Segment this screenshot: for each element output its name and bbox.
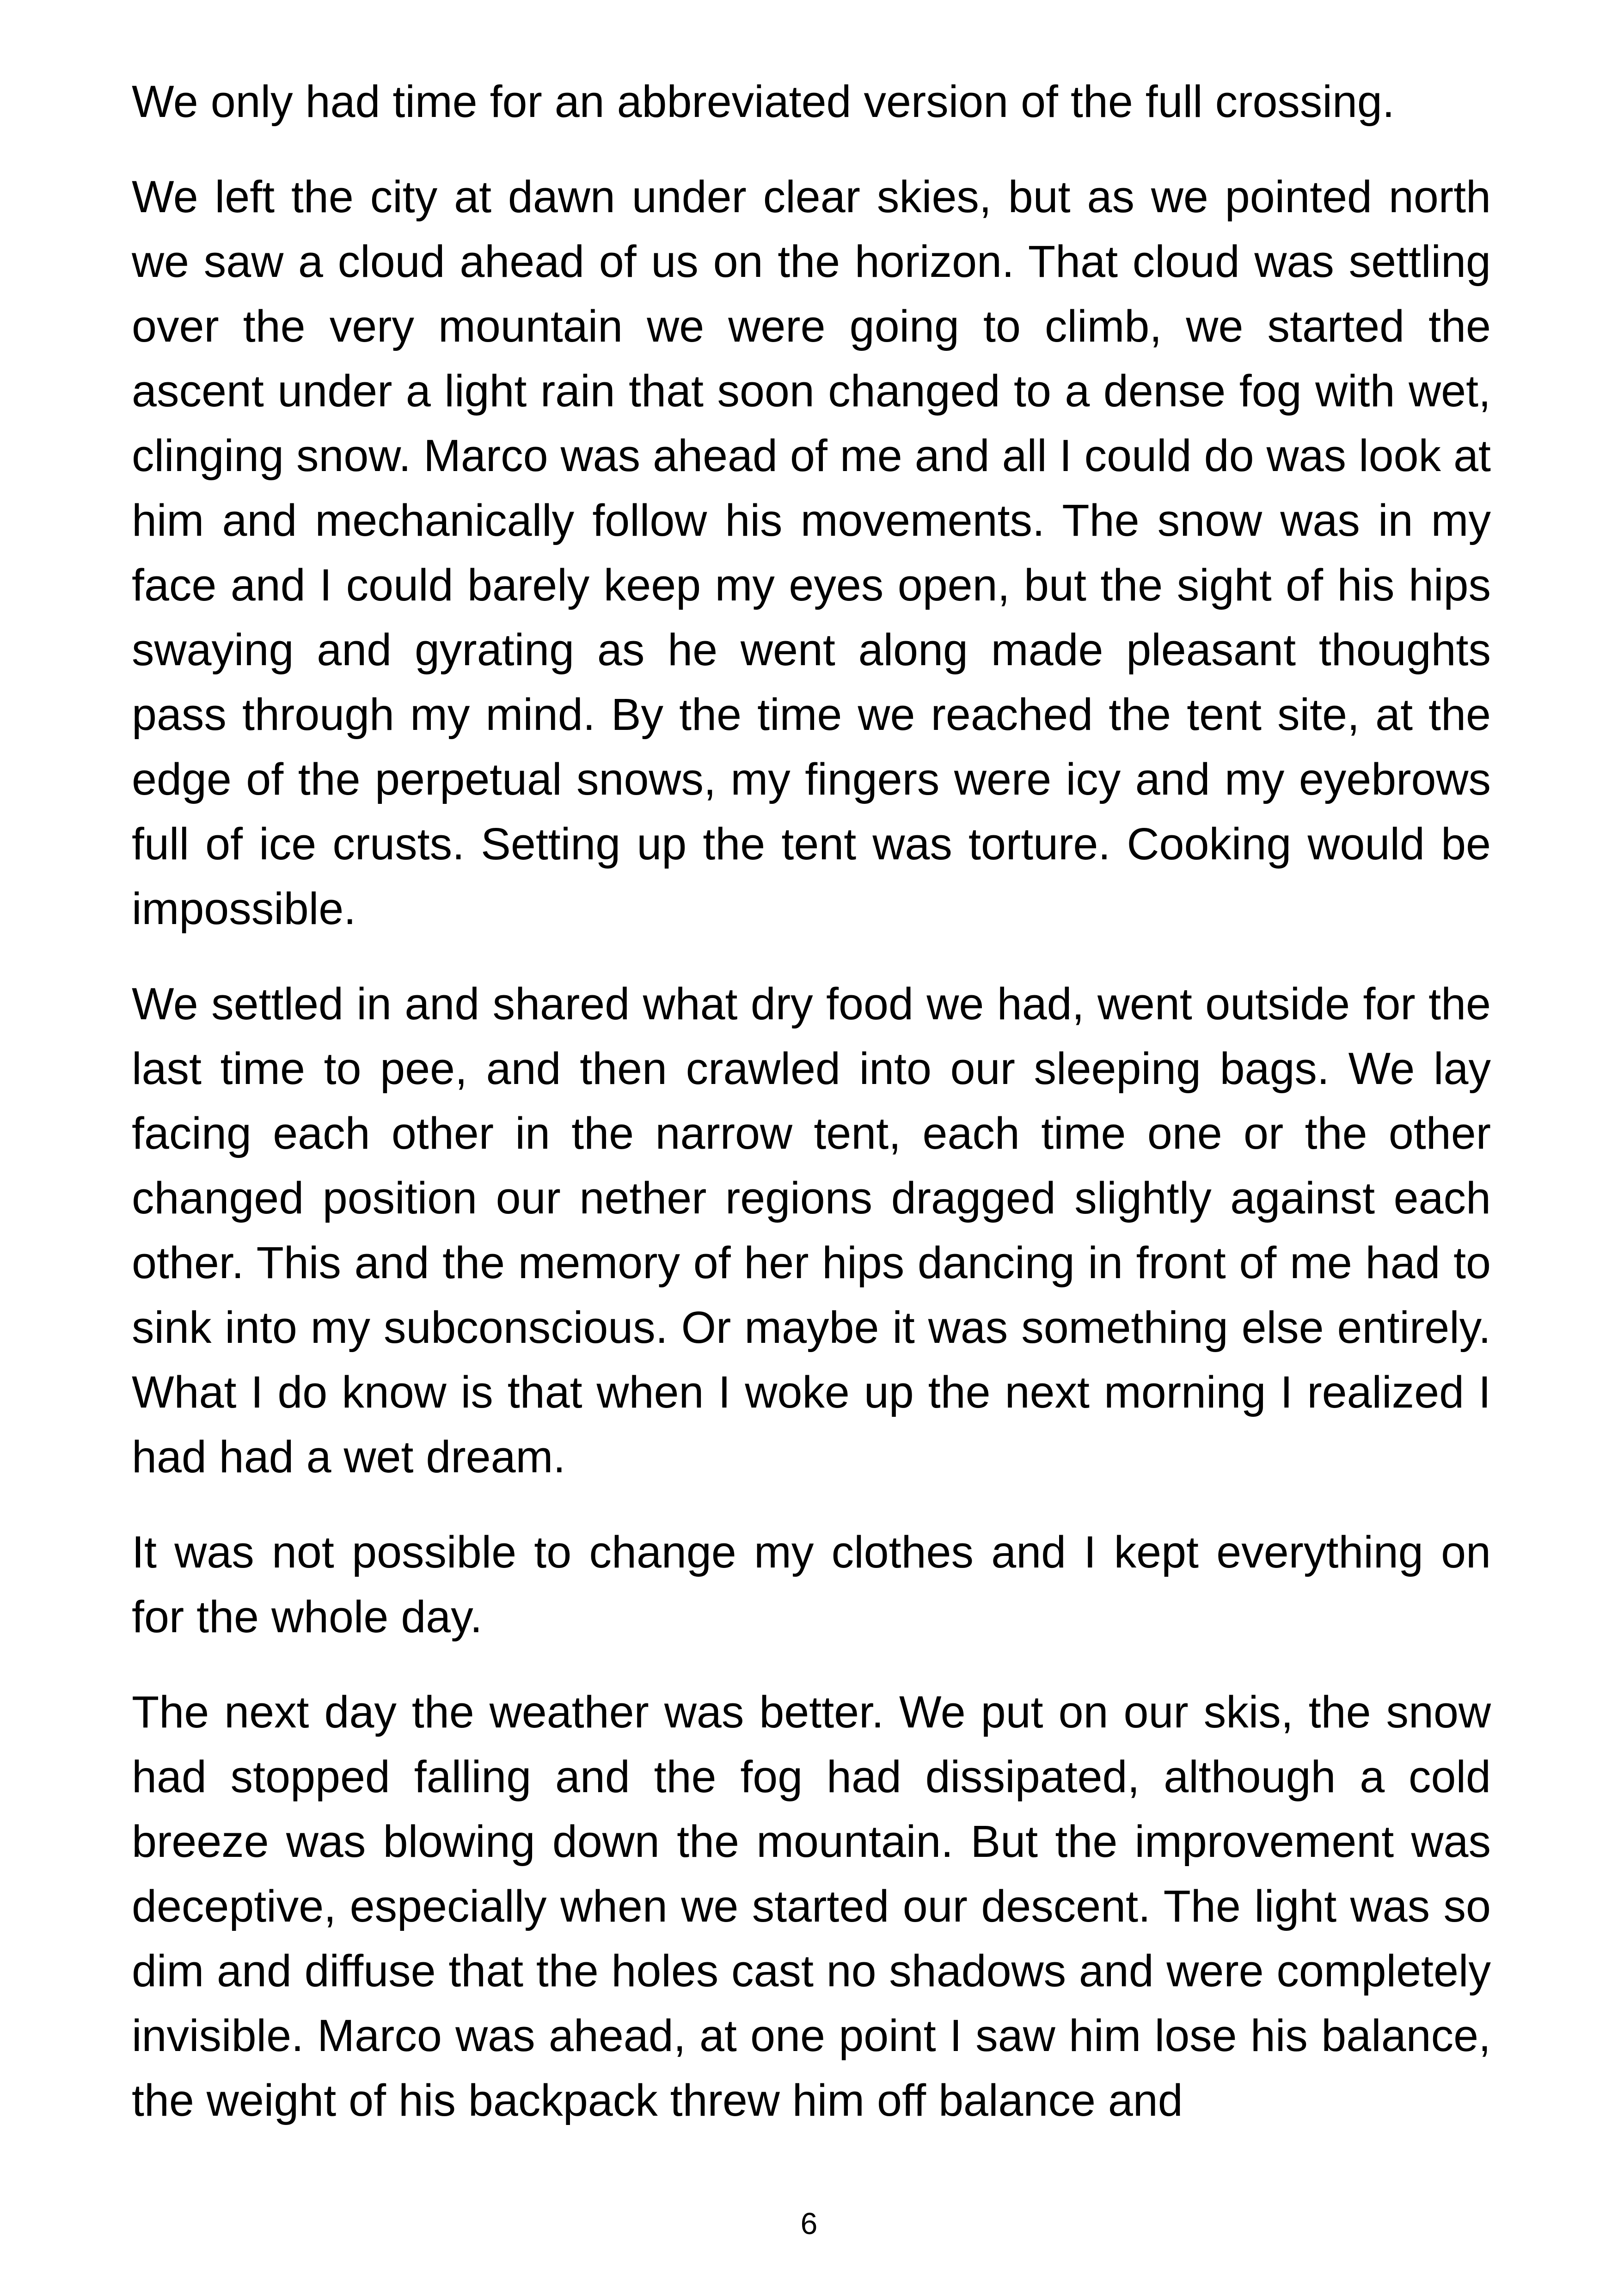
page-number: 6 <box>800 2206 818 2241</box>
body-text <box>132 69 1491 2163</box>
paragraph-4: It was not possible to change my clothes and I kept everything on for the whole day. <box>132 1527 1491 1642</box>
paragraph-5: The next day the weather was better. We put on our skis, the snow had stopped falling and the fog had dissipated, although a cold breeze was blowing down the mountain. But the improvement was deceptive, especially when we started our descent. The light was so dim and diffuse that the holes cast no shadows and were completely invisible. Marco was ahead, at one point I saw him lose his balance, the weight of his backpack threw him off balance and <box>132 1687 1491 2125</box>
paragraph-1: We only had time for an abbreviated version of the full crossing. <box>132 76 1395 127</box>
paragraph-3: We settled in and shared what dry food we had, went outside for the last time to pee, and then crawled into our sleeping bags. We lay facing each other in the narrow tent, each time one or the other changed position our nether regions dragged slightly against each other. This and the memory of her hips dancing in front of me had to sink into my subconscious. Or maybe it was something else entirely. What I do know is that when I woke up the next morning I realized I had had a wet dream. <box>132 979 1491 1482</box>
paragraph-2: We left the city at dawn under clear skies, but as we pointed north we saw a cloud ahead of us on the horizon. That cloud was settling over the very mountain we were going to climb, we started the ascent under a light rain that soon changed to a dense fog with wet, clinging snow. Marco was ahead of me and all I could do was look at him and mechanically follow his movements. The snow was in my face and I could barely keep my eyes open, but the sight of his hips swaying and gyrating as he went along made pleasant thoughts pass through my mind. By the time we reached the tent site, at the edge of the perpetual snows, my fingers were icy and my eyebrows full of ice crusts. Setting up the tent was torture. Cooking would be impossible. <box>132 171 1491 934</box>
